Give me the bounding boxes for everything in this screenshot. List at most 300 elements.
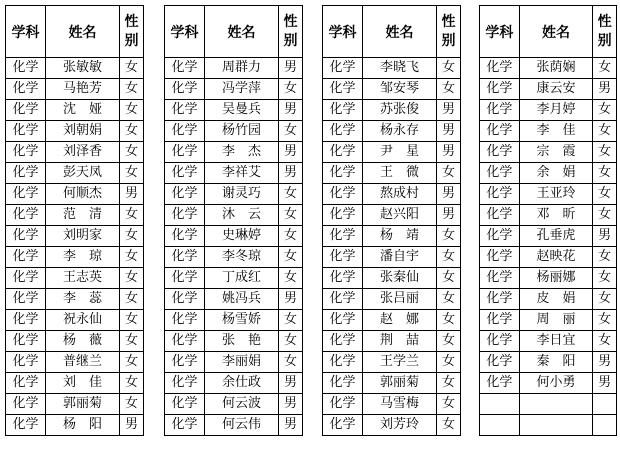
roster-tables: [5, 5, 617, 450]
name-cell: 李 杰: [205, 142, 279, 163]
gender-cell: 女: [437, 352, 461, 373]
gender-cell: 女: [120, 226, 144, 247]
subject-cell: 化学: [480, 310, 520, 331]
roster-table-4: [479, 5, 617, 436]
table-row: [165, 394, 303, 415]
table-row: [323, 289, 461, 310]
subject-cell: 化学: [323, 142, 363, 163]
subject-cell: 化学: [6, 415, 46, 436]
subject-cell: 化学: [165, 394, 205, 415]
gender-cell: 男: [593, 226, 617, 247]
gender-cell: 女: [593, 247, 617, 268]
gender-cell: 女: [120, 205, 144, 226]
gender-cell: 女: [120, 247, 144, 268]
gender-cell: 女: [279, 331, 303, 352]
gender-cell: 女: [593, 142, 617, 163]
subject-cell: 化学: [323, 226, 363, 247]
gender-header: [593, 6, 617, 58]
table-row: [6, 121, 144, 142]
gender-cell: 女: [437, 58, 461, 79]
table-row: [6, 205, 144, 226]
header-row: [6, 6, 144, 58]
table-row: [6, 352, 144, 373]
name-cell: 冯学萍: [205, 79, 279, 100]
gender-cell: 女: [437, 79, 461, 100]
subject-cell: 化学: [323, 121, 363, 142]
name-cell: 张敏敏: [46, 58, 120, 79]
gender-cell: 女: [593, 331, 617, 352]
table-row: [323, 58, 461, 79]
gender-cell: 女: [120, 142, 144, 163]
subject-cell: 化学: [6, 247, 46, 268]
name-cell: 张秦仙: [363, 268, 437, 289]
table-row: [323, 331, 461, 352]
gender-cell: 男: [437, 100, 461, 121]
name-cell: 史琳婷: [205, 226, 279, 247]
gender-cell: 女: [120, 79, 144, 100]
name-cell: [519, 394, 592, 415]
gender-cell: 女: [120, 310, 144, 331]
table-row: [480, 142, 617, 163]
name-cell: [519, 415, 592, 436]
gender-cell: 男: [437, 205, 461, 226]
gender-cell: 女: [593, 205, 617, 226]
name-cell: 赵 娜: [363, 310, 437, 331]
subject-cell: 化学: [165, 205, 205, 226]
name-cell: 吴曼兵: [205, 100, 279, 121]
table-row: [165, 310, 303, 331]
table-row: [165, 205, 303, 226]
table-row: [323, 268, 461, 289]
subject-cell: 化学: [165, 100, 205, 121]
subject-cell: 化学: [323, 100, 363, 121]
table-row: [165, 373, 303, 394]
gender-cell: 男: [593, 352, 617, 373]
subject-cell: 化学: [6, 373, 46, 394]
gender-cell: 女: [437, 268, 461, 289]
subject-cell: 化学: [480, 79, 520, 100]
name-cell: 普继兰: [46, 352, 120, 373]
table-row: [323, 310, 461, 331]
name-cell: 姚冯兵: [205, 289, 279, 310]
name-cell: 彭天凤: [46, 163, 120, 184]
gender-cell: 女: [120, 394, 144, 415]
gender-cell: 女: [593, 268, 617, 289]
gender-cell: 女: [279, 247, 303, 268]
table-row: [165, 331, 303, 352]
name-cell: 荆 喆: [363, 331, 437, 352]
gender-cell: 女: [437, 226, 461, 247]
gender-header-line1: 性: [597, 13, 612, 30]
gender-cell: 女: [120, 268, 144, 289]
subject-cell: 化学: [6, 121, 46, 142]
gender-cell: 男: [437, 142, 461, 163]
name-cell: 杨丽娜: [519, 268, 592, 289]
table-row: [323, 394, 461, 415]
name-header: 姓名: [205, 6, 279, 58]
subject-cell: 化学: [6, 184, 46, 205]
name-cell: 郭丽菊: [46, 394, 120, 415]
subject-cell: 化学: [165, 373, 205, 394]
gender-cell: 女: [437, 247, 461, 268]
name-cell: 范 清: [46, 205, 120, 226]
subject-cell: 化学: [165, 289, 205, 310]
gender-cell: 女: [120, 373, 144, 394]
gender-cell: 女: [437, 394, 461, 415]
name-header: 姓名: [46, 6, 120, 58]
name-cell: 杨 靖: [363, 226, 437, 247]
table-row: [165, 289, 303, 310]
table-row: [6, 184, 144, 205]
table-row: [165, 121, 303, 142]
name-cell: 马雪梅: [363, 394, 437, 415]
table-row: [165, 268, 303, 289]
gender-cell: 女: [593, 184, 617, 205]
name-cell: 李 琼: [46, 247, 120, 268]
subject-cell: 化学: [165, 58, 205, 79]
subject-cell: 化学: [6, 226, 46, 247]
subject-cell: 化学: [480, 184, 520, 205]
subject-cell: 化学: [323, 268, 363, 289]
name-cell: 何云波: [205, 394, 279, 415]
gender-header: [437, 6, 461, 58]
gender-cell: 男: [279, 163, 303, 184]
roster-table-1: [5, 5, 144, 436]
name-cell: 邹安琴: [363, 79, 437, 100]
gender-cell: 女: [437, 331, 461, 352]
name-cell: 李晓飞: [363, 58, 437, 79]
gender-cell: 女: [279, 184, 303, 205]
table-row: [323, 415, 461, 436]
table-row: [480, 415, 617, 436]
gender-cell: 男: [279, 373, 303, 394]
gender-cell: [593, 415, 617, 436]
header-row: [323, 6, 461, 58]
subject-cell: 化学: [6, 352, 46, 373]
table-row: [480, 331, 617, 352]
table-row: [6, 226, 144, 247]
table-row: [323, 352, 461, 373]
table-row: [6, 142, 144, 163]
subject-cell: 化学: [480, 247, 520, 268]
table-row: [480, 100, 617, 121]
subject-cell: 化学: [165, 310, 205, 331]
gender-cell: 女: [279, 121, 303, 142]
name-cell: 杨雪娇: [205, 310, 279, 331]
subject-cell: 化学: [6, 310, 46, 331]
subject-cell: 化学: [165, 163, 205, 184]
subject-cell: 化学: [480, 331, 520, 352]
subject-cell: 化学: [480, 142, 520, 163]
name-cell: 刘泽香: [46, 142, 120, 163]
name-cell: 何顺杰: [46, 184, 120, 205]
name-cell: 张吕丽: [363, 289, 437, 310]
subject-cell: [480, 394, 520, 415]
gender-cell: 女: [437, 373, 461, 394]
name-cell: 王亚玲: [519, 184, 592, 205]
table-row: [480, 163, 617, 184]
gender-header-line2: 别: [441, 32, 456, 49]
gender-cell: 女: [279, 352, 303, 373]
name-cell: 马艳芳: [46, 79, 120, 100]
table-row: [323, 79, 461, 100]
name-cell: 李祥艾: [205, 163, 279, 184]
subject-cell: 化学: [480, 58, 520, 79]
table-row: [165, 415, 303, 436]
name-cell: 沐 云: [205, 205, 279, 226]
name-cell: 邓 昕: [519, 205, 592, 226]
name-cell: 李日宜: [519, 331, 592, 352]
header-row: [480, 6, 617, 58]
subject-cell: 化学: [165, 415, 205, 436]
table-row: [480, 79, 617, 100]
gender-cell: 女: [279, 268, 303, 289]
gender-header-line2: 别: [124, 32, 139, 49]
gender-cell: 男: [279, 100, 303, 121]
name-cell: 祝永仙: [46, 310, 120, 331]
table-row: [165, 226, 303, 247]
subject-cell: 化学: [165, 331, 205, 352]
table-row: [6, 79, 144, 100]
table-row: [480, 247, 617, 268]
name-cell: 刘明家: [46, 226, 120, 247]
roster-table-2: [164, 5, 303, 436]
gender-cell: 女: [120, 121, 144, 142]
subject-header: 学科: [6, 6, 46, 58]
table-row: [6, 415, 144, 436]
name-header: 姓名: [363, 6, 437, 58]
subject-cell: 化学: [480, 289, 520, 310]
name-cell: 康云安: [519, 79, 592, 100]
subject-header: 学科: [323, 6, 363, 58]
gender-header-line1: 性: [283, 13, 298, 30]
subject-cell: 化学: [6, 205, 46, 226]
name-cell: 李 蕊: [46, 289, 120, 310]
name-cell: 刘芳玲: [363, 415, 437, 436]
table-row: [480, 268, 617, 289]
name-cell: 李冬琼: [205, 247, 279, 268]
header-row: [165, 6, 303, 58]
gender-cell: 女: [120, 352, 144, 373]
subject-cell: 化学: [323, 289, 363, 310]
gender-cell: 女: [279, 310, 303, 331]
table-row: [6, 373, 144, 394]
gender-cell: 男: [279, 289, 303, 310]
roster-table-3: [322, 5, 461, 436]
table-row: [480, 184, 617, 205]
subject-cell: 化学: [323, 184, 363, 205]
gender-cell: [593, 394, 617, 415]
subject-cell: 化学: [323, 163, 363, 184]
gender-cell: 男: [437, 121, 461, 142]
name-cell: 杨永存: [363, 121, 437, 142]
table-row: [165, 352, 303, 373]
table-row: [165, 184, 303, 205]
table-row: [480, 352, 617, 373]
gender-cell: 男: [279, 415, 303, 436]
name-cell: 沈 娅: [46, 100, 120, 121]
subject-cell: 化学: [6, 289, 46, 310]
subject-cell: 化学: [323, 310, 363, 331]
table-row: [165, 58, 303, 79]
table-row: [6, 163, 144, 184]
subject-cell: 化学: [480, 352, 520, 373]
gender-header-line1: 性: [441, 13, 456, 30]
subject-cell: [480, 415, 520, 436]
name-cell: 余仕政: [205, 373, 279, 394]
gender-cell: 男: [120, 415, 144, 436]
name-cell: 杨竹园: [205, 121, 279, 142]
gender-header-line1: 性: [124, 13, 139, 30]
table-row: [6, 247, 144, 268]
gender-cell: 女: [120, 331, 144, 352]
gender-cell: 女: [593, 163, 617, 184]
subject-cell: 化学: [480, 226, 520, 247]
gender-cell: 女: [120, 163, 144, 184]
table-row: [6, 331, 144, 352]
name-cell: 周群力: [205, 58, 279, 79]
name-cell: 李丽娟: [205, 352, 279, 373]
table-row: [480, 310, 617, 331]
table-row: [165, 79, 303, 100]
table-row: [165, 100, 303, 121]
table-row: [480, 205, 617, 226]
gender-cell: 女: [437, 163, 461, 184]
name-cell: 王 微: [363, 163, 437, 184]
gender-cell: 女: [437, 310, 461, 331]
name-cell: 皮 娟: [519, 289, 592, 310]
table-row: [323, 373, 461, 394]
gender-cell: 女: [593, 121, 617, 142]
gender-cell: 男: [279, 58, 303, 79]
subject-cell: 化学: [165, 247, 205, 268]
table-row: [323, 121, 461, 142]
name-cell: 赵映花: [519, 247, 592, 268]
table-row: [480, 226, 617, 247]
subject-header: 学科: [165, 6, 205, 58]
subject-header: 学科: [480, 6, 520, 58]
name-cell: 熬成村: [363, 184, 437, 205]
table-row: [480, 58, 617, 79]
name-cell: 杨 阳: [46, 415, 120, 436]
name-cell: 李月婷: [519, 100, 592, 121]
gender-cell: 女: [120, 289, 144, 310]
subject-cell: 化学: [6, 100, 46, 121]
table-row: [323, 184, 461, 205]
name-cell: 余 娟: [519, 163, 592, 184]
subject-cell: 化学: [165, 352, 205, 373]
subject-cell: 化学: [480, 100, 520, 121]
gender-cell: 女: [279, 226, 303, 247]
subject-cell: 化学: [480, 205, 520, 226]
name-cell: 杨 薇: [46, 331, 120, 352]
table-row: [6, 394, 144, 415]
gender-cell: 男: [279, 394, 303, 415]
name-cell: 丁成红: [205, 268, 279, 289]
name-cell: 赵兴阳: [363, 205, 437, 226]
name-cell: 尹 星: [363, 142, 437, 163]
table-row: [323, 142, 461, 163]
table-row: [323, 100, 461, 121]
gender-cell: 女: [437, 289, 461, 310]
name-header: 姓名: [519, 6, 592, 58]
gender-cell: 男: [593, 373, 617, 394]
table-row: [480, 394, 617, 415]
subject-cell: 化学: [323, 394, 363, 415]
subject-cell: 化学: [165, 142, 205, 163]
name-cell: 王学兰: [363, 352, 437, 373]
gender-header: [120, 6, 144, 58]
name-cell: 秦 阳: [519, 352, 592, 373]
table-row: [323, 247, 461, 268]
subject-cell: 化学: [6, 79, 46, 100]
subject-cell: 化学: [480, 268, 520, 289]
subject-cell: 化学: [6, 268, 46, 289]
gender-cell: 男: [120, 184, 144, 205]
table-row: [6, 289, 144, 310]
subject-cell: 化学: [6, 142, 46, 163]
name-cell: 何小勇: [519, 373, 592, 394]
subject-cell: 化学: [323, 415, 363, 436]
gender-cell: 女: [120, 100, 144, 121]
subject-cell: 化学: [323, 205, 363, 226]
name-cell: 谢灵巧: [205, 184, 279, 205]
name-cell: 何云伟: [205, 415, 279, 436]
gender-cell: 男: [437, 184, 461, 205]
subject-cell: 化学: [480, 163, 520, 184]
table-row: [323, 226, 461, 247]
name-cell: 苏张俊: [363, 100, 437, 121]
name-cell: 刘 佳: [46, 373, 120, 394]
gender-cell: 女: [437, 415, 461, 436]
gender-header: [279, 6, 303, 58]
table-row: [480, 289, 617, 310]
gender-cell: 男: [593, 79, 617, 100]
table-row: [6, 58, 144, 79]
subject-cell: 化学: [323, 58, 363, 79]
subject-cell: 化学: [6, 163, 46, 184]
name-cell: 张荫娴: [519, 58, 592, 79]
subject-cell: 化学: [6, 331, 46, 352]
subject-cell: 化学: [165, 184, 205, 205]
name-cell: 张 艳: [205, 331, 279, 352]
gender-cell: 女: [120, 58, 144, 79]
table-row: [480, 121, 617, 142]
subject-cell: 化学: [323, 247, 363, 268]
table-row: [480, 373, 617, 394]
subject-cell: 化学: [6, 58, 46, 79]
table-row: [323, 163, 461, 184]
table-row: [6, 100, 144, 121]
gender-header-line2: 别: [283, 32, 298, 49]
subject-cell: 化学: [165, 79, 205, 100]
subject-cell: 化学: [323, 373, 363, 394]
gender-cell: 女: [593, 100, 617, 121]
subject-cell: 化学: [323, 79, 363, 100]
name-cell: 孔垂虎: [519, 226, 592, 247]
name-cell: 郭丽菊: [363, 373, 437, 394]
name-cell: 刘朝娟: [46, 121, 120, 142]
subject-cell: 化学: [165, 268, 205, 289]
gender-cell: 女: [593, 58, 617, 79]
table-row: [165, 163, 303, 184]
name-cell: 周 丽: [519, 310, 592, 331]
subject-cell: 化学: [165, 226, 205, 247]
table-row: [165, 142, 303, 163]
subject-cell: 化学: [480, 121, 520, 142]
name-cell: 王志英: [46, 268, 120, 289]
gender-cell: 女: [279, 205, 303, 226]
